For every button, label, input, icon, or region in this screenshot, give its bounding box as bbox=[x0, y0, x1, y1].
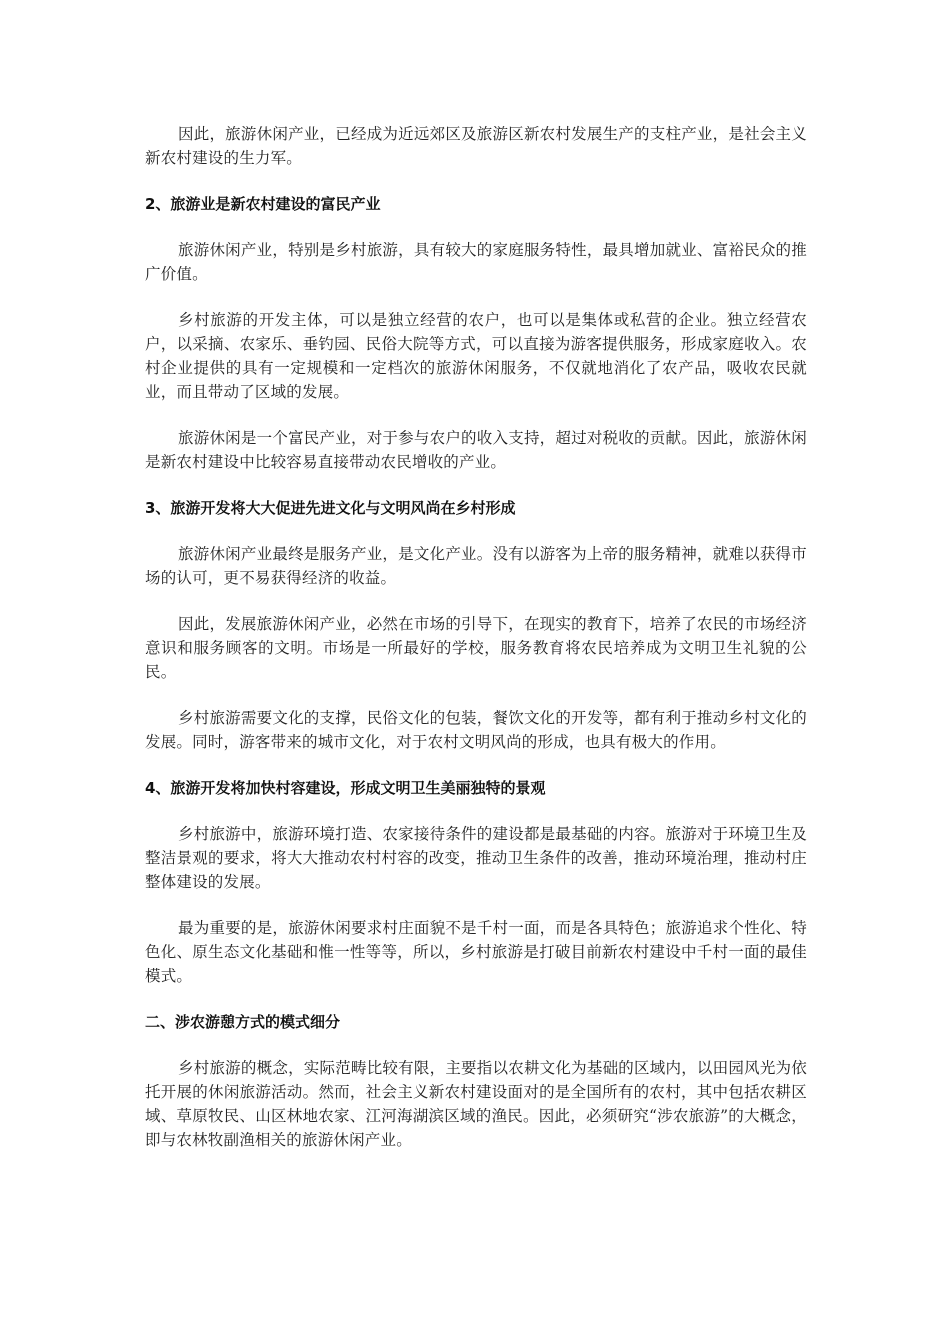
paragraph: 乡村旅游的开发主体，可以是独立经营的农户，也可以是集体或私营的企业。独立经营农户，以采摘、农家乐、垂钓园、民俗大院等方式，可以直接为游客提供服务，形成家庭收入。农村企业提供的具有一定规模和一定档次的旅游休闲服务，不仅就地消化了农产品，吸收农民就业，而且带动了区域的发展。 bbox=[145, 311, 807, 401]
section-heading: 4、旅游开发将加快村容建设，形成文明卫生美丽独特的景观 bbox=[145, 779, 546, 797]
section-heading: 3、旅游开发将大大促进先进文化与文明风尚在乡村形成 bbox=[145, 499, 516, 517]
paragraph: 旅游休闲产业最终是服务产业，是文化产业。没有以游客为上帝的服务精神，就难以获得市场的认可，更不易获得经济的收益。 bbox=[145, 545, 807, 587]
paragraph: 乡村旅游的概念，实际范畴比较有限，主要指以农耕文化为基础的区域内，以田园风光为依托开展的休闲旅游活动。然而，社会主义新农村建设面对的是全国所有的农村，其中包括农耕区域、草原牧民、山区林地农家、江河海湖滨区域的渔民。因此，必须研究“涉农旅游”的大概念，即与农林牧副渔相关的旅游休闲产业。 bbox=[145, 1059, 807, 1149]
paragraph: 最为重要的是，旅游休闲要求村庄面貌不是千村一面，而是各具特色；旅游追求个性化、特色化、原生态文化基础和惟一性等等，所以，乡村旅游是打破目前新农村建设中千村一面的最佳模式。 bbox=[145, 919, 807, 985]
paragraph: 旅游休闲产业，特别是乡村旅游，具有较大的家庭服务特性，最具增加就业、富裕民众的推广价值。 bbox=[145, 241, 807, 283]
paragraph: 因此，旅游休闲产业，已经成为近远郊区及旅游区新农村发展生产的支柱产业，是社会主义新农村建设的生力军。 bbox=[145, 125, 807, 167]
section-heading: 2、旅游业是新农村建设的富民产业 bbox=[145, 195, 381, 213]
document-page bbox=[145, 122, 807, 1174]
paragraph: 乡村旅游中，旅游环境打造、农家接待条件的建设都是最基础的内容。旅游对于环境卫生及整洁景观的要求，将大大推动农村村容的改变，推动卫生条件的改善，推动环境治理，推动村庄整体建设的发展。 bbox=[145, 825, 807, 891]
paragraph: 旅游休闲是一个富民产业，对于参与农户的收入支持，超过对税收的贡献。因此，旅游休闲是新农村建设中比较容易直接带动农民增收的产业。 bbox=[145, 429, 807, 471]
paragraph: 因此，发展旅游休闲产业，必然在市场的引导下，在现实的教育下，培养了农民的市场经济意识和服务顾客的文明。市场是一所最好的学校，服务教育将农民培养成为文明卫生礼貌的公民。 bbox=[145, 615, 807, 681]
section-heading: 二、涉农游憩方式的模式细分 bbox=[145, 1013, 341, 1031]
paragraph: 乡村旅游需要文化的支撑，民俗文化的包装，餐饮文化的开发等，都有利于推动乡村文化的发展。同时，游客带来的城市文化，对于农村文明风尚的形成，也具有极大的作用。 bbox=[145, 709, 807, 751]
